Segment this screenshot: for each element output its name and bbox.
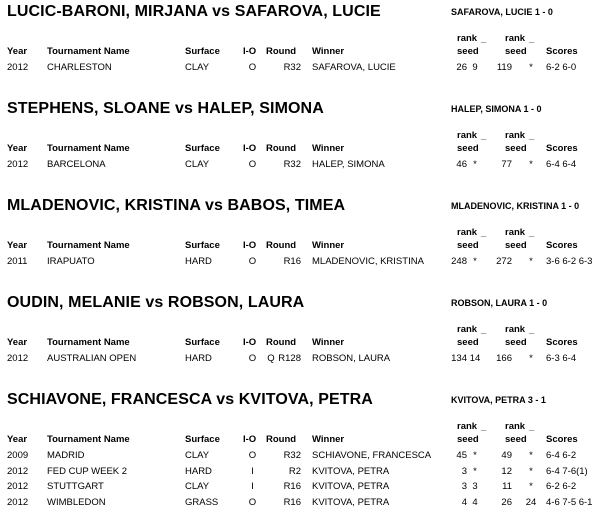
cell-io: O [248,256,257,267]
rank-dash-player2: _ [529,131,535,142]
cell-scores: 4-6 7-5 6-1 [546,496,593,508]
column-header-scores: Scores [546,337,578,348]
rank-header-player2: rank [505,324,526,335]
column-header-io: I-O [243,337,257,348]
cell-winner: HALEP, SIMONA [312,159,385,170]
cell-rank1: 3 [461,465,467,477]
cell-year: 2012 [7,62,29,73]
column-header-round: Round [266,46,297,57]
seed-header-player1: seed [457,143,479,154]
cell-seed1: 9 [472,62,478,73]
match-block [0,197,612,297]
column-header-surface: Surface [185,240,220,251]
cell-surface: HARD [185,465,212,477]
table-row [0,62,612,78]
cell-io: O [248,496,257,508]
head-to-head-summary: SAFAROVA, LUCIE 1 - 0 [451,7,553,17]
cell-seed1: * [473,256,477,267]
cell-seed2: 24 [525,496,537,508]
cell-tournament: MADRID [47,450,85,461]
cell-rank2: 49 [501,450,512,461]
table-row [0,159,612,175]
rank-dash-player1: _ [481,131,487,142]
cell-rank1: 248 [451,256,467,267]
cell-q: Q [267,353,275,364]
cell-winner: SCHIAVONE, FRANCESCA [312,450,432,461]
column-header-tournament: Tournament Name [47,337,130,348]
cell-seed1: 14 [469,353,481,364]
column-header-scores: Scores [546,143,578,154]
column-header-tournament: Tournament Name [47,434,130,445]
column-header-year: Year [7,46,28,57]
cell-tournament: WIMBLEDON [47,496,106,508]
table-row [0,256,612,272]
rank-header-player1: rank [457,33,478,44]
cell-rank2: 119 [496,62,512,73]
table-row [0,353,612,369]
cell-tournament: IRAPUATO [47,256,95,267]
cell-seed2: * [529,450,533,461]
cell-surface: HARD [185,353,212,364]
cell-round: R16 [283,256,301,267]
cell-year: 2011 [7,256,28,267]
cell-winner: MLADENOVIC, KRISTINA [312,256,424,267]
cell-io: I [251,465,254,477]
match-title: MLADENOVIC, KRISTINA vs BABOS, TIMEA [7,197,346,214]
cell-round: R16 [283,481,301,492]
rank-dash-player1: _ [481,422,487,433]
cell-surface: HARD [185,256,212,267]
cell-seed2: * [529,159,533,170]
cell-seed2: * [529,481,533,492]
cell-seed1: * [473,465,477,477]
cell-rank1: 134 [451,353,467,364]
cell-rank2: 11 [502,481,512,492]
cell-rank1: 45 [456,450,467,461]
cell-rank2: 77 [501,159,512,170]
cell-seed2: * [529,465,533,477]
seed-header-player1: seed [457,434,479,445]
column-header-year: Year [7,143,28,154]
cell-scores: 6-3 6-4 [546,353,577,364]
match-title: LUCIC-BARONI, MIRJANA vs SAFAROVA, LUCIE [7,3,381,20]
cell-rank2: 272 [496,256,512,267]
cell-winner: KVITOVA, PETRA [312,465,390,477]
seed-header-player2: seed [505,143,527,154]
cell-tournament: FED CUP WEEK 2 [47,465,128,477]
column-header-io: I-O [243,143,257,154]
table-row [0,481,612,497]
head-to-head-summary: HALEP, SIMONA 1 - 0 [451,104,542,114]
column-header-round: Round [266,240,297,251]
match-block [0,3,612,103]
rank-header-player2: rank [505,421,526,432]
match-block [0,100,612,200]
seed-header-player1: seed [457,240,479,251]
rank-header-player2: rank [505,33,526,44]
rank-header-player1: rank [457,421,478,432]
column-header-io: I-O [243,46,257,57]
column-header-scores: Scores [546,434,578,445]
column-header-winner: Winner [312,337,345,348]
cell-seed2: * [529,353,533,364]
cell-rank1: 4 [461,496,467,508]
cell-io: O [248,159,257,170]
rank-header-player1: rank [457,227,478,238]
rank-header-player1: rank [457,324,478,335]
cell-tournament: STUTTGART [47,481,104,492]
seed-header-player2: seed [505,434,527,445]
cell-io: O [248,62,257,73]
cell-rank2: 26 [501,496,512,508]
cell-scores: 6-2 6-0 [546,62,577,73]
column-header-year: Year [7,434,28,445]
cell-surface: CLAY [185,450,210,461]
cell-seed1: 3 [472,481,478,492]
cell-year: 2012 [7,465,29,477]
seed-header-player1: seed [457,46,479,57]
column-header-winner: Winner [312,240,345,251]
column-header-tournament: Tournament Name [47,143,130,154]
cell-round: R32 [283,159,301,170]
seed-header-player2: seed [505,46,527,57]
rank-header-player1: rank [457,130,478,141]
cell-io: O [248,353,257,364]
rank-dash-player1: _ [481,228,487,239]
cell-rank2: 166 [496,353,512,364]
seed-header-player2: seed [505,240,527,251]
column-header-scores: Scores [546,46,578,57]
seed-header-player1: seed [457,337,479,348]
column-header-tournament: Tournament Name [47,240,130,251]
rank-dash-player2: _ [529,228,535,239]
column-header-round: Round [266,143,297,154]
cell-round: R2 [288,465,301,477]
match-title: SCHIAVONE, FRANCESCA vs KVITOVA, PETRA [7,391,373,408]
column-header-year: Year [7,337,28,348]
column-header-tournament: Tournament Name [47,46,130,57]
column-header-winner: Winner [312,46,345,57]
match-block [0,294,612,394]
rank-dash-player1: _ [481,34,487,45]
cell-scores: 6-2 6-2 [546,481,577,492]
rank-dash-player1: _ [481,325,487,336]
cell-io: O [248,450,257,461]
cell-surface: CLAY [185,62,210,73]
cell-year: 2012 [7,353,29,364]
cell-scores: 6-4 7-6(1) [546,465,588,477]
cell-round: R16 [283,496,301,508]
rank-dash-player2: _ [529,325,535,336]
column-header-surface: Surface [185,143,220,154]
cell-round: R128 [278,353,301,364]
cell-seed2: * [529,62,533,73]
column-header-round: Round [266,337,297,348]
cell-seed1: * [473,450,477,461]
cell-seed1: 4 [472,496,478,508]
rank-header-player2: rank [505,227,526,238]
column-header-io: I-O [243,240,257,251]
cell-seed2: * [529,256,533,267]
column-header-io: I-O [243,434,257,445]
match-title: STEPHENS, SLOANE vs HALEP, SIMONA [7,100,324,117]
head-to-head-summary: MLADENOVIC, KRISTINA 1 - 0 [451,201,580,211]
cell-seed1: * [473,159,477,170]
cell-year: 2012 [7,481,29,492]
column-header-winner: Winner [312,143,345,154]
rank-header-player2: rank [505,130,526,141]
cell-rank1: 3 [461,481,467,492]
rank-dash-player2: _ [529,422,535,433]
cell-scores: 6-4 6-2 [546,450,577,461]
cell-winner: ROBSON, LAURA [312,353,391,364]
table-row [0,450,612,466]
table-row [0,497,612,513]
head-to-head-summary: KVITOVA, PETRA 3 - 1 [451,395,546,405]
cell-rank1: 46 [456,159,467,170]
rank-dash-player2: _ [529,34,535,45]
head-to-head-summary: ROBSON, LAURA 1 - 0 [451,298,548,308]
seed-header-player2: seed [505,337,527,348]
cell-winner: KVITOVA, PETRA [312,496,390,508]
cell-winner: KVITOVA, PETRA [312,481,390,492]
column-header-winner: Winner [312,434,345,445]
cell-rank1: 26 [456,62,467,73]
cell-tournament: BARCELONA [47,159,106,170]
column-header-surface: Surface [185,337,220,348]
cell-year: 2012 [7,159,29,170]
cell-tournament: AUSTRALIAN OPEN [47,353,137,364]
cell-winner: SAFAROVA, LUCIE [312,62,396,73]
cell-tournament: CHARLESTON [47,62,112,73]
cell-surface: CLAY [185,481,210,492]
column-header-round: Round [266,434,297,445]
cell-round: R32 [283,450,301,461]
column-header-surface: Surface [185,46,220,57]
cell-scores: 3-6 6-2 6-3 [546,256,593,267]
match-block [0,391,612,508]
table-row [0,466,612,482]
cell-io: I [251,481,254,492]
cell-year: 2009 [7,450,29,461]
cell-surface: GRASS [185,496,219,508]
column-header-year: Year [7,240,28,251]
cell-round: R32 [283,62,301,73]
cell-surface: CLAY [185,159,210,170]
match-title: OUDIN, MELANIE vs ROBSON, LAURA [7,294,305,311]
cell-scores: 6-4 6-4 [546,159,577,170]
column-header-scores: Scores [546,240,578,251]
cell-rank2: 12 [501,465,512,477]
cell-year: 2012 [7,496,29,508]
column-header-surface: Surface [185,434,220,445]
